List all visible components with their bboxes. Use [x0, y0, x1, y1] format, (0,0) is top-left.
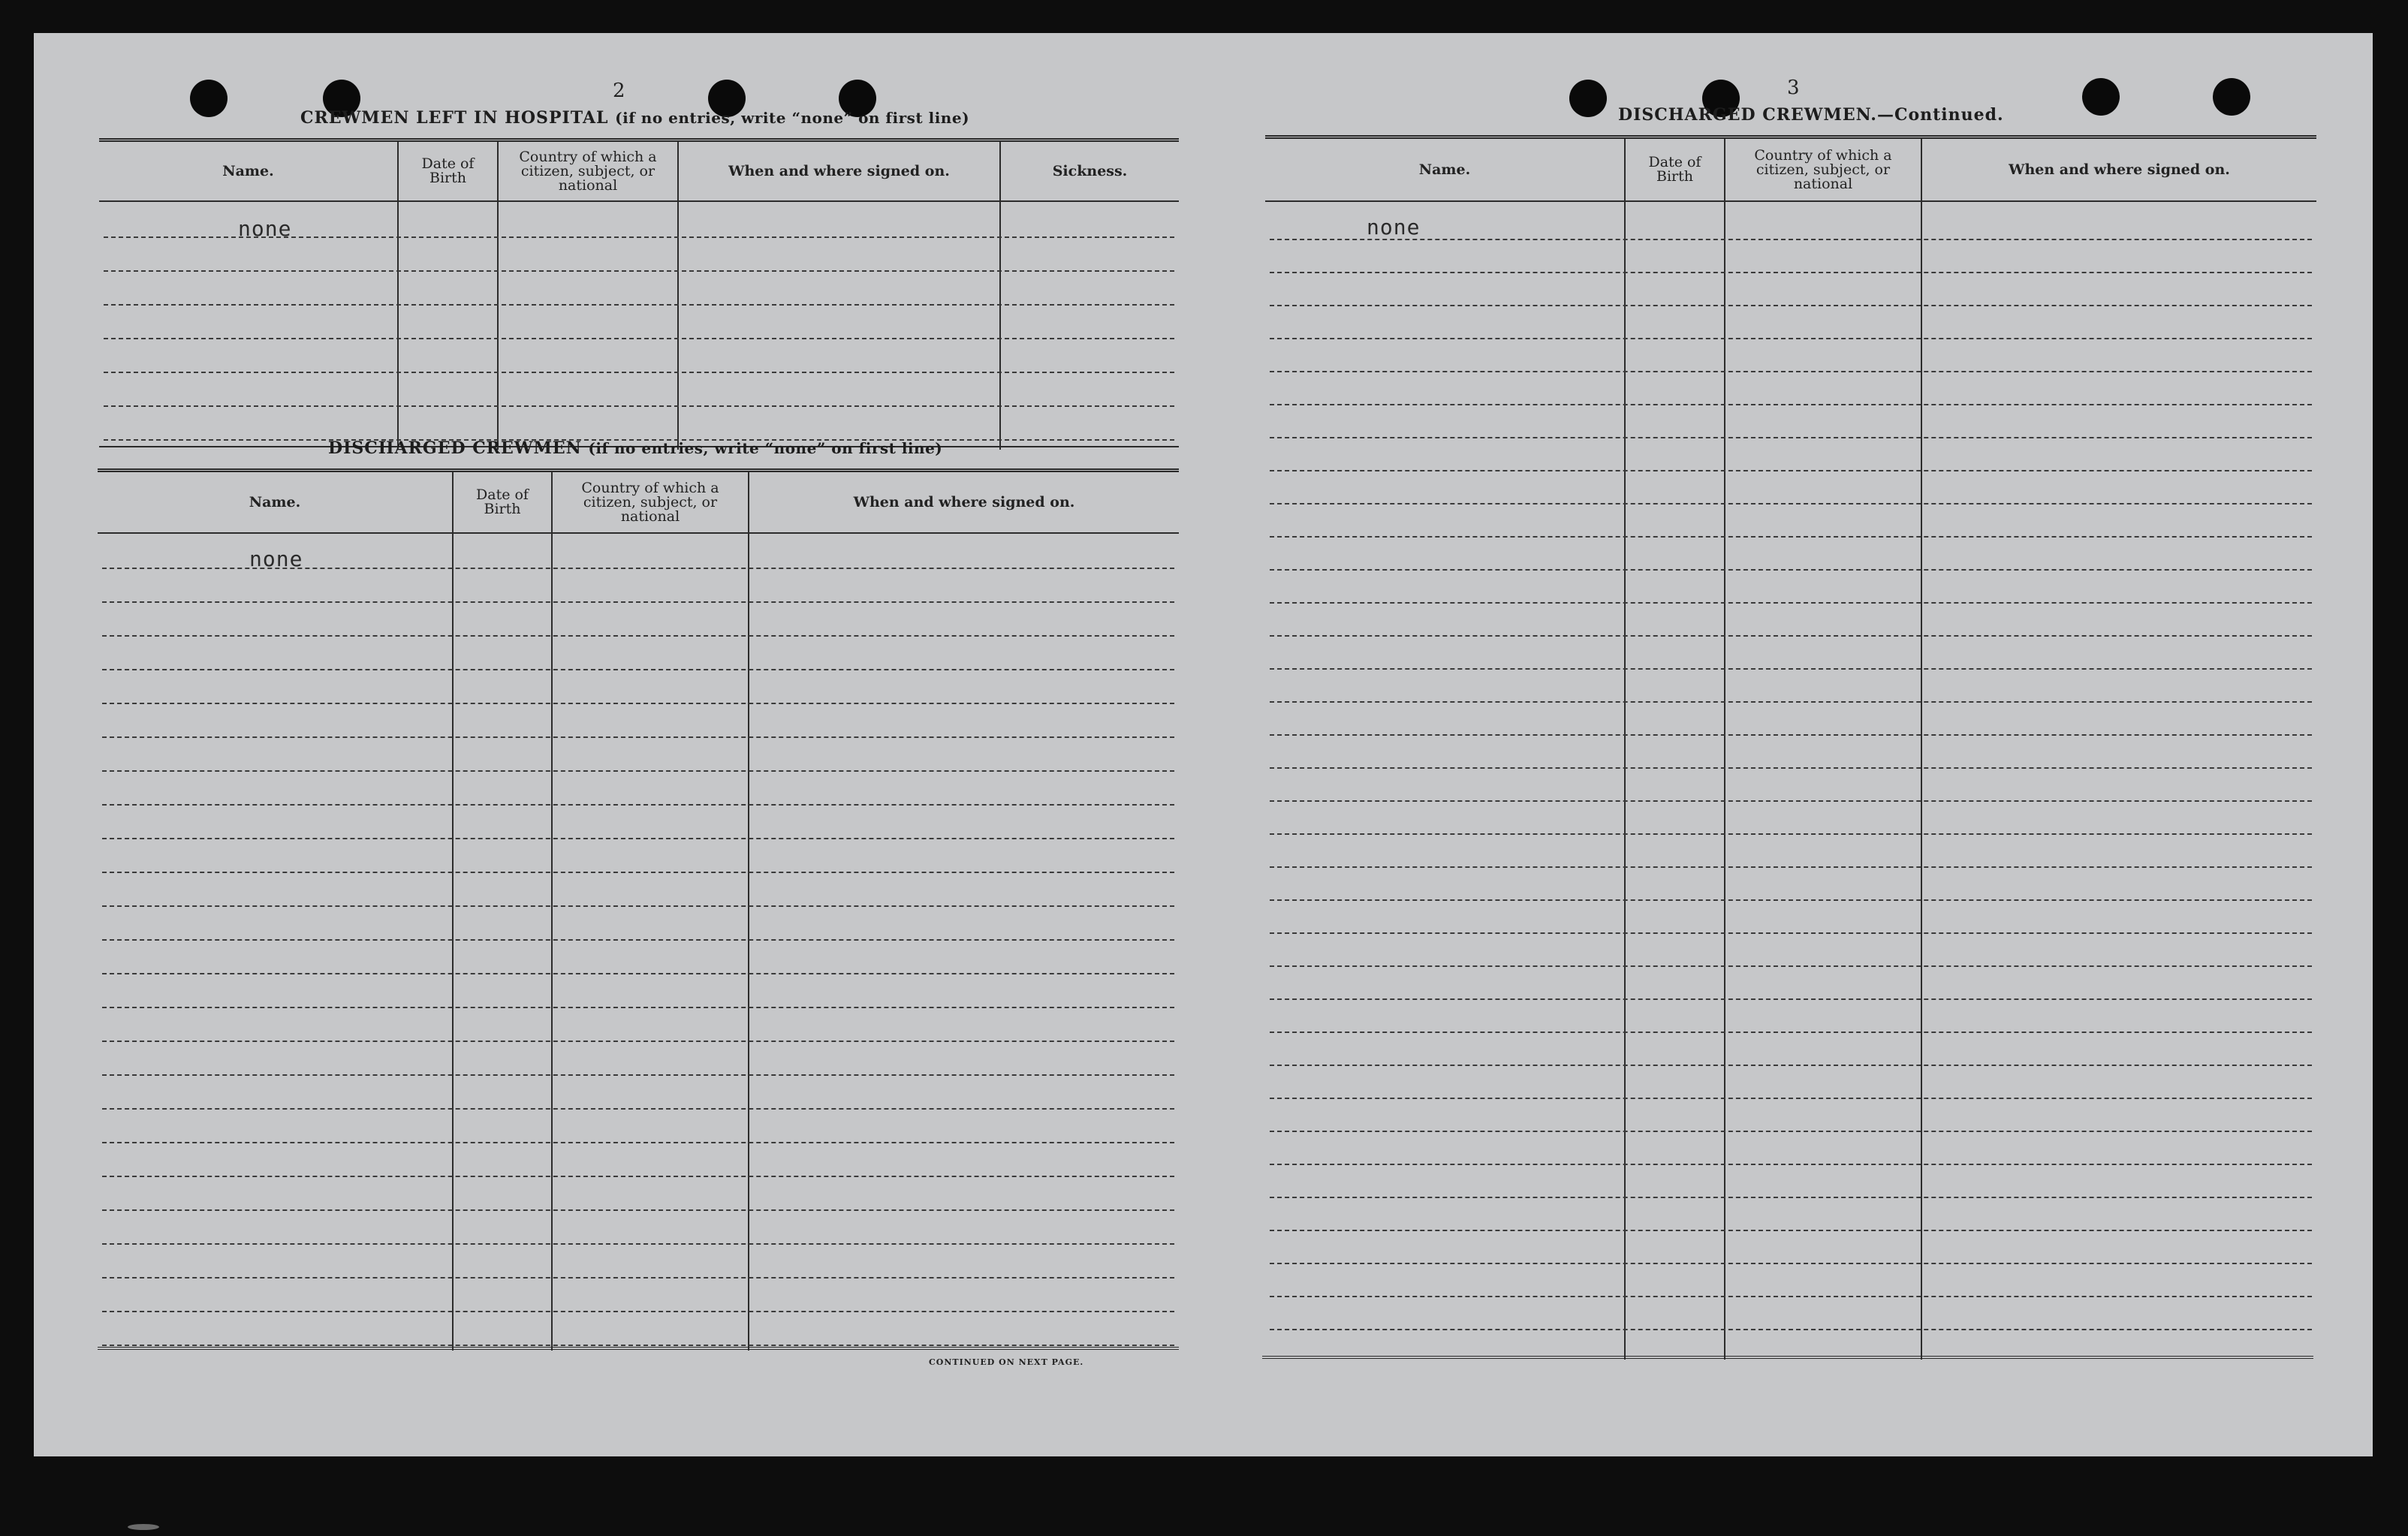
discharged-left-first-entry: none	[249, 547, 303, 571]
discharged-left-bottom-rule	[98, 1347, 1179, 1350]
table-row	[102, 770, 1174, 772]
discharged-table-right	[1265, 135, 2316, 1360]
col-header-name: Name.	[98, 472, 452, 534]
discharged-right-first-entry: none	[1367, 215, 1421, 239]
table-row	[1270, 272, 2312, 273]
table-row	[102, 1209, 1174, 1211]
col-name	[1265, 139, 1626, 1360]
table-row	[102, 939, 1174, 941]
table-row	[1270, 1131, 2312, 1132]
col-signed-on	[1922, 139, 2316, 1360]
punch-hole	[2213, 78, 2250, 116]
discharged-section-title	[328, 438, 942, 458]
discharged-right-bottom-rule	[1262, 1356, 2313, 1359]
discharged-table-left	[98, 468, 1179, 1351]
col-signed-on	[679, 142, 1001, 450]
col-header-signed-on: When and where signed on.	[749, 472, 1179, 534]
table-row	[1270, 734, 2312, 736]
col-date-of-birth	[399, 142, 499, 450]
col-header-signed-on: When and where signed on.	[679, 142, 999, 202]
hospital-first-entry: none	[238, 216, 292, 241]
table-row	[102, 804, 1174, 806]
table-row	[102, 838, 1174, 839]
table-row	[102, 973, 1174, 974]
table-row	[102, 905, 1174, 907]
table-row	[1270, 701, 2312, 703]
table-row	[1270, 635, 2312, 637]
table-row	[102, 1007, 1174, 1008]
table-row	[1270, 503, 2312, 504]
discharged-continued-title: DISCHARGED CREWMEN.—Continued.	[1618, 105, 2004, 125]
hospital-instruction: (if no entries, write “none” on first line)	[615, 109, 970, 127]
table-row	[1270, 569, 2312, 571]
page-number-left: 2	[613, 80, 625, 102]
table-row	[104, 338, 1174, 339]
table-row	[1270, 998, 2312, 1000]
table-row	[102, 872, 1174, 873]
col-country	[499, 142, 679, 450]
continued-note: CONTINUED ON NEXT PAGE.	[929, 1357, 1084, 1367]
table-row	[102, 1074, 1174, 1076]
col-date-of-birth	[1626, 139, 1725, 1360]
table-row	[102, 1108, 1174, 1110]
table-row	[102, 1277, 1174, 1278]
table-row	[1270, 800, 2312, 802]
col-header-country: Country of which a citizen, subject, or national	[499, 142, 677, 202]
col-date-of-birth	[454, 472, 553, 1351]
table-row	[1270, 1230, 2312, 1231]
document-sheet	[34, 33, 2373, 1456]
table-row	[1270, 371, 2312, 372]
table-row	[1270, 1065, 2312, 1066]
col-signed-on	[749, 472, 1179, 1351]
table-row	[102, 1176, 1174, 1177]
col-header-date-of-birth: Date of Birth	[454, 472, 551, 534]
table-row	[1270, 833, 2312, 835]
col-header-signed-on: When and where signed on.	[1922, 139, 2316, 202]
table-row	[1270, 1098, 2312, 1099]
table-row	[1270, 404, 2312, 405]
col-name	[98, 472, 454, 1351]
col-header-name: Name.	[99, 142, 397, 202]
col-country	[1725, 139, 1922, 1360]
page-number-right: 3	[1787, 77, 1800, 99]
table-row	[1270, 305, 2312, 306]
table-row	[102, 1243, 1174, 1245]
table-row	[1270, 239, 2312, 240]
col-sickness	[1001, 142, 1179, 450]
punch-hole	[1569, 80, 1607, 117]
table-row	[1270, 932, 2312, 934]
hospital-section-title	[300, 108, 969, 128]
table-row	[102, 1311, 1174, 1312]
table-row	[1270, 1197, 2312, 1198]
col-header-date-of-birth: Date of Birth	[1626, 139, 1724, 202]
table-row	[102, 703, 1174, 704]
table-row	[1270, 1032, 2312, 1033]
table-row	[102, 736, 1174, 738]
table-row	[1270, 1329, 2312, 1330]
col-header-name: Name.	[1265, 139, 1624, 202]
scan-smudge	[128, 1524, 159, 1530]
table-row	[1270, 965, 2312, 967]
hospital-table	[99, 138, 1179, 450]
table-row	[102, 1345, 1174, 1346]
col-header-date-of-birth: Date of Birth	[399, 142, 497, 202]
table-row	[104, 405, 1174, 407]
discharged-instruction: (if no entries, write “none” on first line)	[588, 439, 943, 457]
table-row	[104, 304, 1174, 306]
table-row	[1270, 866, 2312, 868]
table-row	[102, 669, 1174, 670]
table-row	[1270, 470, 2312, 471]
table-row	[1270, 536, 2312, 538]
table-row	[1270, 1296, 2312, 1297]
table-row	[102, 1041, 1174, 1042]
table-row	[1270, 767, 2312, 769]
col-country	[553, 472, 749, 1351]
table-row	[1270, 602, 2312, 604]
table-row	[104, 270, 1174, 272]
col-header-sickness: Sickness.	[1001, 142, 1179, 202]
hospital-title-text: CREWMEN LEFT IN HOSPITAL	[300, 108, 609, 128]
table-row	[1270, 668, 2312, 670]
punch-hole	[190, 80, 228, 117]
col-name	[99, 142, 399, 450]
col-header-country: Country of which a citizen, subject, or national	[553, 472, 748, 534]
table-row	[102, 601, 1174, 603]
table-row	[1270, 338, 2312, 339]
table-row	[1270, 899, 2312, 901]
table-row	[104, 372, 1174, 373]
discharged-title-text: DISCHARGED CREWMEN	[328, 438, 582, 458]
table-row	[1270, 437, 2312, 438]
table-row	[102, 635, 1174, 637]
table-row	[1270, 1263, 2312, 1264]
table-row	[1270, 1164, 2312, 1165]
punch-hole	[2082, 78, 2120, 116]
table-row	[102, 1142, 1174, 1143]
col-header-country: Country of which a citizen, subject, or national	[1725, 139, 1921, 202]
